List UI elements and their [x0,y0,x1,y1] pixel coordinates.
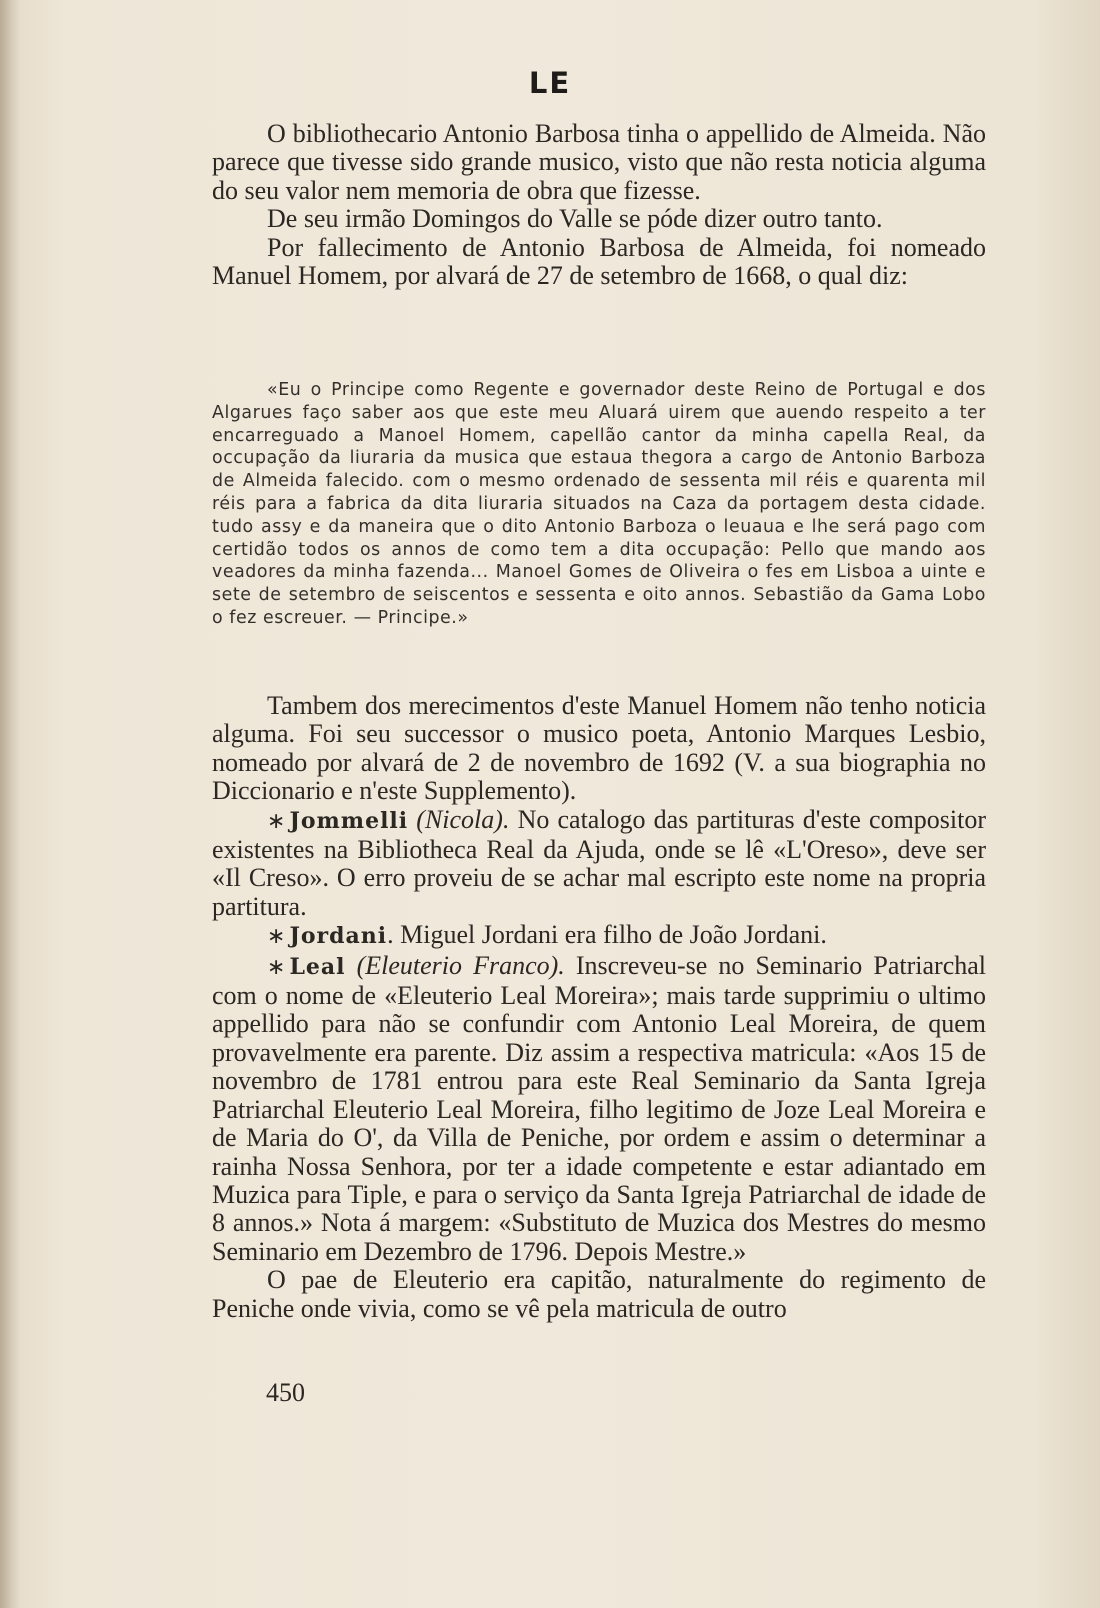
page-number: 450 [266,1378,305,1407]
entry-heading-jommelli: Jommelli [289,807,409,834]
text-block-top [212,120,986,290]
entry-jordani [212,921,986,951]
decree-text: «Eu o Principe como Regente e governador deste Reino de Portugal e dos Algarues faço saber aos que este meu Aluará uirem que auendo respeito a ter encarreguado a Manoel Homem, capellão cantor da minha capella Real, da occupação da liuraria da musica que estaua thegora a cargo de Antonio Barboza de Almeida falecido. com o mesmo ordenado de sessenta mil réis e quarenta mil réis para a fabrica da dita liuraria situados na Caza da portagem desta cidade. tudo assy e da maneira que o dito Antonio Barboza o leuaua e lhe será pago com certidão todos os annos de como tem a dita occupação: Pello que mando aos veadores da minha fazenda... Manoel Gomes de Oliveira o fes em Lisboa a uinte e sete de setembro de seiscentos e sessenta e oito annos. Sebastião da Gama Lobo o fez escreuer. — Principe.» [212,380,986,628]
paragraph-eleuterio-father: O pae de Eleuterio era capitão, naturalmente do regimento de Peniche onde vivia, como se vê pela matricula de outro [212,1265,986,1323]
quoted-decree [212,379,986,630]
paragraph-domingos: De seu irmão Domingos do Valle se póde dizer outro tanto. [267,204,883,234]
asterisk-icon: ∗ [267,808,286,834]
entry-given-name-jommelli: (Nicola). [416,804,510,834]
asterisk-icon: ∗ [267,954,286,980]
asterisk-icon: ∗ [267,924,286,950]
page-binding-shadow [0,0,20,1608]
entry-text-jordani: . Miguel Jordani era filho de João Jordani. [387,920,827,950]
paragraph-homem-merits: Tambem dos merecimentos d'este Manuel Homem não tenho noticia alguma. Foi seu successor o musico poeta, Antonio Marques Lesbio, nomeado por alvará de 2 de novembro de 1692 (V. a sua biographia no Diccionario e n'este Supplemento). [212,691,986,806]
entry-heading-leal: Leal [289,953,346,980]
paragraph-barbosa: O bibliothecario Antonio Barbosa tinha o appellido de Almeida. Não parece que tivesse sido grande musico, visto que não resta noticia alguma do seu valor nem memoria de obra que fizesse. [212,119,986,205]
entry-jommelli [212,806,986,922]
entry-given-name-leal: (Eleuterio Franco). [356,950,565,980]
running-head: LE [528,66,572,100]
paragraph-homem-appointment: Por fallecimento de Antonio Barbosa de Almeida, foi nomeado Manuel Homem, por alvará de 27 de setembro de 1668, o qual diz: [212,232,986,291]
entry-text-leal: Inscreveu-se no Seminario Patriarchal com o nome de «Eleuterio Leal Moreira»; mais tarde supprimiu o ultimo appellido para não se confundir com Antonio Leal Moreira, de quem provavelmente era parente. Diz assim a respectiva matricula: «Aos 15 de novembro de 1781 entrou para este Real Seminario da Santa Igreja Patriarchal Eleuterio Leal Moreira, filho legitimo de Joze Leal Moreira e de Maria do O', da Villa de Peniche, por ordem e assim o determinar a rainha Nossa Senhora, por ter a idade competente e estar adiantado em Muzica para Tiple, e para o serviço da Santa Igreja Patriarchal de idade de 8 annos.» Nota á margem: «Substituto de Muzica dos Mestres do mesmo Seminario em Dezembro de 1796. Depois Mestre.» [212,950,987,1266]
entry-leal [212,952,986,1266]
entry-heading-jordani: Jordani [289,923,388,950]
entry-text-jommelli: No catalogo das partituras d'este compositor existentes na Bibliotheca Real da Ajuda, onde se lê «L'Oreso», deve ser «Il Creso». O erro proveiu de se achar mal escripto este nome na propria partitura. [212,804,987,921]
text-block-bottom [212,692,986,1323]
